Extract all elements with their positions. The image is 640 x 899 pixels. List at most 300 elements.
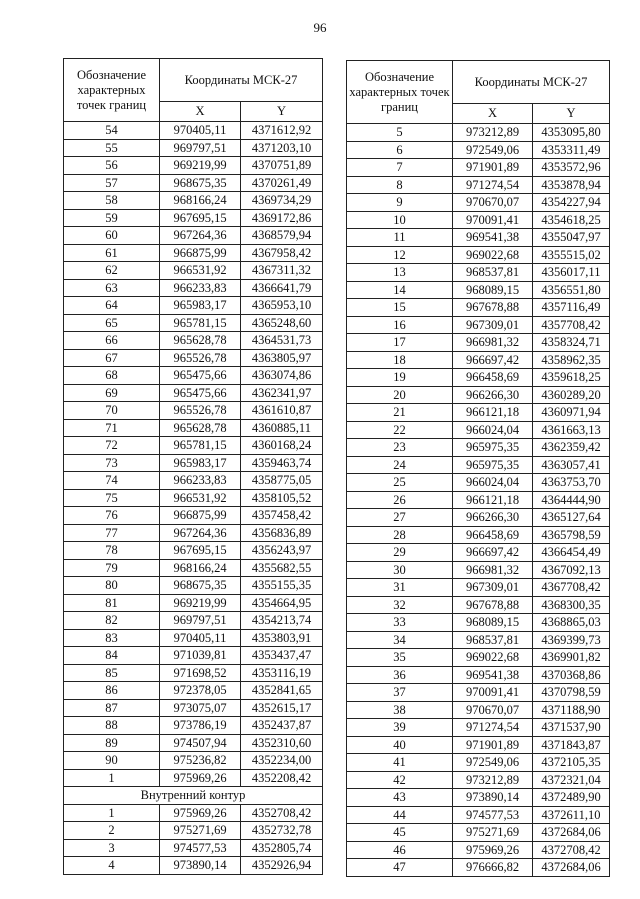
- table-row: [64, 297, 323, 315]
- table-row: [347, 369, 610, 387]
- coordinates-table-left: [63, 58, 323, 875]
- x-coordinate-cell: 965526,78: [160, 402, 241, 420]
- table-row: [64, 174, 323, 192]
- point-number-cell: 3: [64, 839, 160, 857]
- table-row: [64, 612, 323, 630]
- y-coordinate-cell: 4363074,86: [241, 367, 323, 385]
- x-coordinate-cell: 966875,99: [160, 244, 241, 262]
- y-coordinate-cell: 4359618,25: [533, 369, 610, 387]
- y-coordinate-cell: 4363057,41: [533, 456, 610, 474]
- point-number-cell: 24: [347, 456, 453, 474]
- point-number-cell: 76: [64, 507, 160, 525]
- y-coordinate-cell: 4367092,13: [533, 561, 610, 579]
- table-row: [347, 509, 610, 527]
- point-number-cell: 75: [64, 489, 160, 507]
- point-number-cell: 47: [347, 859, 453, 877]
- point-number-cell: 15: [347, 299, 453, 317]
- table-row: [64, 437, 323, 455]
- header-x: X: [453, 104, 533, 124]
- y-coordinate-cell: 4355682,55: [241, 559, 323, 577]
- point-number-cell: 74: [64, 472, 160, 490]
- point-number-cell: 68: [64, 367, 160, 385]
- y-coordinate-cell: 4371203,10: [241, 139, 323, 157]
- y-coordinate-cell: 4352615,17: [241, 699, 323, 717]
- point-number-cell: 16: [347, 316, 453, 334]
- header-x: X: [160, 102, 241, 122]
- x-coordinate-cell: 967264,36: [160, 524, 241, 542]
- point-number-cell: 85: [64, 664, 160, 682]
- table-row: [347, 421, 610, 439]
- x-coordinate-cell: 966233,83: [160, 279, 241, 297]
- x-coordinate-cell: 969797,51: [160, 139, 241, 157]
- point-number-cell: 28: [347, 526, 453, 544]
- x-coordinate-cell: 968166,24: [160, 192, 241, 210]
- y-coordinate-cell: 4353095,80: [533, 124, 610, 142]
- point-number-cell: 38: [347, 701, 453, 719]
- y-coordinate-cell: 4372684,06: [533, 859, 610, 877]
- point-number-cell: 77: [64, 524, 160, 542]
- point-number-cell: 59: [64, 209, 160, 227]
- y-coordinate-cell: 4352310,60: [241, 734, 323, 752]
- x-coordinate-cell: 975969,26: [160, 804, 241, 822]
- point-number-cell: 11: [347, 229, 453, 247]
- x-coordinate-cell: 967678,88: [453, 596, 533, 614]
- y-coordinate-cell: 4371188,90: [533, 701, 610, 719]
- x-coordinate-cell: 969541,38: [453, 229, 533, 247]
- y-coordinate-cell: 4365248,60: [241, 314, 323, 332]
- x-coordinate-cell: 970091,41: [453, 684, 533, 702]
- y-coordinate-cell: 4354227,94: [533, 194, 610, 212]
- table-row: [64, 122, 323, 140]
- point-number-cell: 40: [347, 736, 453, 754]
- y-coordinate-cell: 4357458,42: [241, 507, 323, 525]
- x-coordinate-cell: 970091,41: [453, 211, 533, 229]
- table-row: [347, 194, 610, 212]
- table-row: [347, 859, 610, 877]
- point-number-cell: 45: [347, 824, 453, 842]
- y-coordinate-cell: 4370261,49: [241, 174, 323, 192]
- table-row: [64, 857, 323, 875]
- x-coordinate-cell: 966697,42: [453, 351, 533, 369]
- x-coordinate-cell: 966697,42: [453, 544, 533, 562]
- y-coordinate-cell: 4355515,02: [533, 246, 610, 264]
- table-row: [64, 244, 323, 262]
- point-number-cell: 58: [64, 192, 160, 210]
- y-coordinate-cell: 4360168,24: [241, 437, 323, 455]
- table-row: [347, 719, 610, 737]
- table-row: [347, 264, 610, 282]
- table-row: [64, 577, 323, 595]
- table-row: [347, 824, 610, 842]
- point-number-cell: 31: [347, 579, 453, 597]
- point-number-cell: 62: [64, 262, 160, 280]
- point-number-cell: 73: [64, 454, 160, 472]
- x-coordinate-cell: 966875,99: [160, 507, 241, 525]
- point-number-cell: 26: [347, 491, 453, 509]
- x-coordinate-cell: 974577,53: [453, 806, 533, 824]
- y-coordinate-cell: 4372611,10: [533, 806, 610, 824]
- table-row: [64, 804, 323, 822]
- y-coordinate-cell: 4367311,32: [241, 262, 323, 280]
- table-row: [347, 386, 610, 404]
- table-row: [347, 544, 610, 562]
- header-y: Y: [241, 102, 323, 122]
- y-coordinate-cell: 4358324,71: [533, 334, 610, 352]
- x-coordinate-cell: 967695,15: [160, 209, 241, 227]
- point-number-cell: 2: [64, 822, 160, 840]
- y-coordinate-cell: 4353878,94: [533, 176, 610, 194]
- table-row: [64, 419, 323, 437]
- point-number-cell: 17: [347, 334, 453, 352]
- y-coordinate-cell: 4361610,87: [241, 402, 323, 420]
- y-coordinate-cell: 4360885,11: [241, 419, 323, 437]
- y-coordinate-cell: 4370368,86: [533, 666, 610, 684]
- x-coordinate-cell: 966121,18: [453, 404, 533, 422]
- table-row: [64, 139, 323, 157]
- y-coordinate-cell: 4356551,80: [533, 281, 610, 299]
- y-coordinate-cell: 4353572,96: [533, 159, 610, 177]
- x-coordinate-cell: 974577,53: [160, 839, 241, 857]
- table-row: [347, 596, 610, 614]
- table-row: [64, 699, 323, 717]
- table-row: [64, 367, 323, 385]
- point-number-cell: 1: [64, 804, 160, 822]
- table-row: [347, 229, 610, 247]
- y-coordinate-cell: 4355047,97: [533, 229, 610, 247]
- table-row: [64, 349, 323, 367]
- point-number-cell: 23: [347, 439, 453, 457]
- table-row: [64, 822, 323, 840]
- y-coordinate-cell: 4370751,89: [241, 157, 323, 175]
- x-coordinate-cell: 968537,81: [453, 631, 533, 649]
- table-row: [64, 734, 323, 752]
- x-coordinate-cell: 976666,82: [453, 859, 533, 877]
- point-number-cell: 80: [64, 577, 160, 595]
- y-coordinate-cell: 4368300,35: [533, 596, 610, 614]
- y-coordinate-cell: 4362341,97: [241, 384, 323, 402]
- point-number-cell: 33: [347, 614, 453, 632]
- x-coordinate-cell: 973890,14: [160, 857, 241, 875]
- y-coordinate-cell: 4352926,94: [241, 857, 323, 875]
- table-row: [347, 806, 610, 824]
- point-number-cell: 57: [64, 174, 160, 192]
- table-row: [347, 316, 610, 334]
- table-row: [64, 472, 323, 490]
- point-number-cell: 69: [64, 384, 160, 402]
- y-coordinate-cell: 4369399,73: [533, 631, 610, 649]
- table-row: [64, 752, 323, 770]
- y-coordinate-cell: 4369901,82: [533, 649, 610, 667]
- x-coordinate-cell: 975969,26: [453, 841, 533, 859]
- page-number: 96: [313, 20, 327, 35]
- x-coordinate-cell: 968089,15: [453, 281, 533, 299]
- y-coordinate-cell: 4366641,79: [241, 279, 323, 297]
- y-coordinate-cell: 4352708,42: [241, 804, 323, 822]
- x-coordinate-cell: 973890,14: [453, 789, 533, 807]
- table-row: [347, 561, 610, 579]
- y-coordinate-cell: 4352208,42: [241, 769, 323, 787]
- x-coordinate-cell: 965975,35: [453, 456, 533, 474]
- point-number-cell: 18: [347, 351, 453, 369]
- y-coordinate-cell: 4364444,90: [533, 491, 610, 509]
- x-coordinate-cell: 968089,15: [453, 614, 533, 632]
- x-coordinate-cell: 973075,07: [160, 699, 241, 717]
- x-coordinate-cell: 965475,66: [160, 367, 241, 385]
- table-row: [347, 439, 610, 457]
- y-coordinate-cell: 4353311,49: [533, 141, 610, 159]
- x-coordinate-cell: 966024,04: [453, 421, 533, 439]
- y-coordinate-cell: 4356017,11: [533, 264, 610, 282]
- x-coordinate-cell: 966121,18: [453, 491, 533, 509]
- point-number-cell: 72: [64, 437, 160, 455]
- x-coordinate-cell: 967309,01: [453, 316, 533, 334]
- point-number-cell: 14: [347, 281, 453, 299]
- table-row: [64, 717, 323, 735]
- x-coordinate-cell: 969022,68: [453, 246, 533, 264]
- x-coordinate-cell: 975271,69: [160, 822, 241, 840]
- point-number-cell: 60: [64, 227, 160, 245]
- x-coordinate-cell: 970670,07: [453, 194, 533, 212]
- x-coordinate-cell: 969022,68: [453, 649, 533, 667]
- y-coordinate-cell: 4361663,13: [533, 421, 610, 439]
- x-coordinate-cell: 975271,69: [453, 824, 533, 842]
- table-row: [347, 526, 610, 544]
- x-coordinate-cell: 968537,81: [453, 264, 533, 282]
- point-number-cell: 35: [347, 649, 453, 667]
- table-row: [347, 684, 610, 702]
- y-coordinate-cell: 4358775,05: [241, 472, 323, 490]
- point-number-cell: 32: [347, 596, 453, 614]
- x-coordinate-cell: 969797,51: [160, 612, 241, 630]
- y-coordinate-cell: 4364531,73: [241, 332, 323, 350]
- y-coordinate-cell: 4358962,35: [533, 351, 610, 369]
- table-row: [64, 157, 323, 175]
- x-coordinate-cell: 965975,35: [453, 439, 533, 457]
- point-number-cell: 54: [64, 122, 160, 140]
- y-coordinate-cell: 4372105,35: [533, 754, 610, 772]
- x-coordinate-cell: 968166,24: [160, 559, 241, 577]
- x-coordinate-cell: 965983,17: [160, 297, 241, 315]
- point-number-cell: 34: [347, 631, 453, 649]
- x-coordinate-cell: 965781,15: [160, 437, 241, 455]
- y-coordinate-cell: 4354664,95: [241, 594, 323, 612]
- header-y: Y: [533, 104, 610, 124]
- table-row: [64, 524, 323, 542]
- x-coordinate-cell: 966024,04: [453, 474, 533, 492]
- y-coordinate-cell: 4352234,00: [241, 752, 323, 770]
- y-coordinate-cell: 4352732,78: [241, 822, 323, 840]
- x-coordinate-cell: 965475,66: [160, 384, 241, 402]
- x-coordinate-cell: 971274,54: [453, 719, 533, 737]
- y-coordinate-cell: 4355155,35: [241, 577, 323, 595]
- point-number-cell: 81: [64, 594, 160, 612]
- y-coordinate-cell: 4372684,06: [533, 824, 610, 842]
- point-number-cell: 39: [347, 719, 453, 737]
- x-coordinate-cell: 969219,99: [160, 594, 241, 612]
- header-coordinates: Координаты МСК-27: [453, 61, 610, 104]
- table-row: [347, 404, 610, 422]
- table-row: [64, 489, 323, 507]
- x-coordinate-cell: 967695,15: [160, 542, 241, 560]
- point-number-cell: 29: [347, 544, 453, 562]
- x-coordinate-cell: 965781,15: [160, 314, 241, 332]
- point-number-cell: 82: [64, 612, 160, 630]
- point-number-cell: 20: [347, 386, 453, 404]
- point-number-cell: 63: [64, 279, 160, 297]
- y-coordinate-cell: 4354213,74: [241, 612, 323, 630]
- point-number-cell: 37: [347, 684, 453, 702]
- x-coordinate-cell: 970670,07: [453, 701, 533, 719]
- y-coordinate-cell: 4370798,59: [533, 684, 610, 702]
- point-number-cell: 22: [347, 421, 453, 439]
- table-row: [64, 839, 323, 857]
- y-coordinate-cell: 4365953,10: [241, 297, 323, 315]
- x-coordinate-cell: 966266,30: [453, 509, 533, 527]
- x-coordinate-cell: 973786,19: [160, 717, 241, 735]
- table-row: [347, 701, 610, 719]
- x-coordinate-cell: 970405,11: [160, 629, 241, 647]
- point-number-cell: 6: [347, 141, 453, 159]
- header-coordinates: Координаты МСК-27: [160, 59, 323, 102]
- x-coordinate-cell: 967309,01: [453, 579, 533, 597]
- point-number-cell: 12: [347, 246, 453, 264]
- table-row: [64, 682, 323, 700]
- y-coordinate-cell: 4353116,19: [241, 664, 323, 682]
- y-coordinate-cell: 4369734,29: [241, 192, 323, 210]
- table-row: [64, 769, 323, 787]
- table-row: [347, 789, 610, 807]
- table-row: [347, 491, 610, 509]
- x-coordinate-cell: 966266,30: [453, 386, 533, 404]
- table-row: [347, 281, 610, 299]
- point-number-cell: 4: [64, 857, 160, 875]
- header-point-designation: Обозначение характерных точек границ: [64, 59, 160, 122]
- point-number-cell: 65: [64, 314, 160, 332]
- table-row: [64, 209, 323, 227]
- table-row: [347, 124, 610, 142]
- y-coordinate-cell: 4372489,90: [533, 789, 610, 807]
- point-number-cell: 42: [347, 771, 453, 789]
- table-row: [64, 314, 323, 332]
- y-coordinate-cell: 4357708,42: [533, 316, 610, 334]
- y-coordinate-cell: 4363753,70: [533, 474, 610, 492]
- y-coordinate-cell: 4367708,42: [533, 579, 610, 597]
- point-number-cell: 36: [347, 666, 453, 684]
- y-coordinate-cell: 4356243,97: [241, 542, 323, 560]
- point-number-cell: 19: [347, 369, 453, 387]
- table-row: [64, 629, 323, 647]
- x-coordinate-cell: 970405,11: [160, 122, 241, 140]
- x-coordinate-cell: 966531,92: [160, 262, 241, 280]
- table-row: [347, 841, 610, 859]
- point-number-cell: 56: [64, 157, 160, 175]
- y-coordinate-cell: 4372708,42: [533, 841, 610, 859]
- table-row: [64, 559, 323, 577]
- x-coordinate-cell: 968675,35: [160, 577, 241, 595]
- y-coordinate-cell: 4372321,04: [533, 771, 610, 789]
- y-coordinate-cell: 4352841,65: [241, 682, 323, 700]
- y-coordinate-cell: 4368865,03: [533, 614, 610, 632]
- table-row: [64, 594, 323, 612]
- y-coordinate-cell: 4353437,47: [241, 647, 323, 665]
- x-coordinate-cell: 969541,38: [453, 666, 533, 684]
- table-row: [347, 351, 610, 369]
- x-coordinate-cell: 971274,54: [453, 176, 533, 194]
- point-number-cell: 71: [64, 419, 160, 437]
- inner-contour-label: Внутренний контур: [64, 787, 323, 805]
- table-row: [347, 141, 610, 159]
- y-coordinate-cell: 4358105,52: [241, 489, 323, 507]
- y-coordinate-cell: 4371843,87: [533, 736, 610, 754]
- table-row: [347, 754, 610, 772]
- table-row: [347, 666, 610, 684]
- point-number-cell: 90: [64, 752, 160, 770]
- point-number-cell: 44: [347, 806, 453, 824]
- point-number-cell: 43: [347, 789, 453, 807]
- point-number-cell: 83: [64, 629, 160, 647]
- x-coordinate-cell: 972549,06: [453, 754, 533, 772]
- table-row: [347, 211, 610, 229]
- point-number-cell: 70: [64, 402, 160, 420]
- point-number-cell: 89: [64, 734, 160, 752]
- point-number-cell: 10: [347, 211, 453, 229]
- point-number-cell: 21: [347, 404, 453, 422]
- y-coordinate-cell: 4365798,59: [533, 526, 610, 544]
- table-row: [347, 246, 610, 264]
- y-coordinate-cell: 4356836,89: [241, 524, 323, 542]
- y-coordinate-cell: 4352437,87: [241, 717, 323, 735]
- x-coordinate-cell: 966233,83: [160, 472, 241, 490]
- x-coordinate-cell: 967678,88: [453, 299, 533, 317]
- table-row: [347, 176, 610, 194]
- y-coordinate-cell: 4365127,64: [533, 509, 610, 527]
- point-number-cell: 9: [347, 194, 453, 212]
- x-coordinate-cell: 966531,92: [160, 489, 241, 507]
- y-coordinate-cell: 4367958,42: [241, 244, 323, 262]
- point-number-cell: 1: [64, 769, 160, 787]
- table-row: [64, 454, 323, 472]
- coordinates-table-right: [346, 60, 610, 877]
- point-number-cell: 27: [347, 509, 453, 527]
- table-row: [347, 771, 610, 789]
- y-coordinate-cell: 4359463,74: [241, 454, 323, 472]
- table-row: [64, 384, 323, 402]
- point-number-cell: 7: [347, 159, 453, 177]
- y-coordinate-cell: 4371612,92: [241, 122, 323, 140]
- point-number-cell: 79: [64, 559, 160, 577]
- table-row: [64, 507, 323, 525]
- x-coordinate-cell: 968675,35: [160, 174, 241, 192]
- table-row: [347, 474, 610, 492]
- x-coordinate-cell: 965983,17: [160, 454, 241, 472]
- y-coordinate-cell: 4363805,97: [241, 349, 323, 367]
- y-coordinate-cell: 4354618,25: [533, 211, 610, 229]
- point-number-cell: 64: [64, 297, 160, 315]
- table-row: [347, 631, 610, 649]
- table-row: [64, 664, 323, 682]
- y-coordinate-cell: 4360971,94: [533, 404, 610, 422]
- table-row: [64, 279, 323, 297]
- table-row: [64, 332, 323, 350]
- point-number-cell: 41: [347, 754, 453, 772]
- table-row: [347, 614, 610, 632]
- y-coordinate-cell: 4352805,74: [241, 839, 323, 857]
- table-row: [347, 299, 610, 317]
- x-coordinate-cell: 966981,32: [453, 334, 533, 352]
- point-number-cell: 55: [64, 139, 160, 157]
- x-coordinate-cell: 972378,05: [160, 682, 241, 700]
- x-coordinate-cell: 966458,69: [453, 526, 533, 544]
